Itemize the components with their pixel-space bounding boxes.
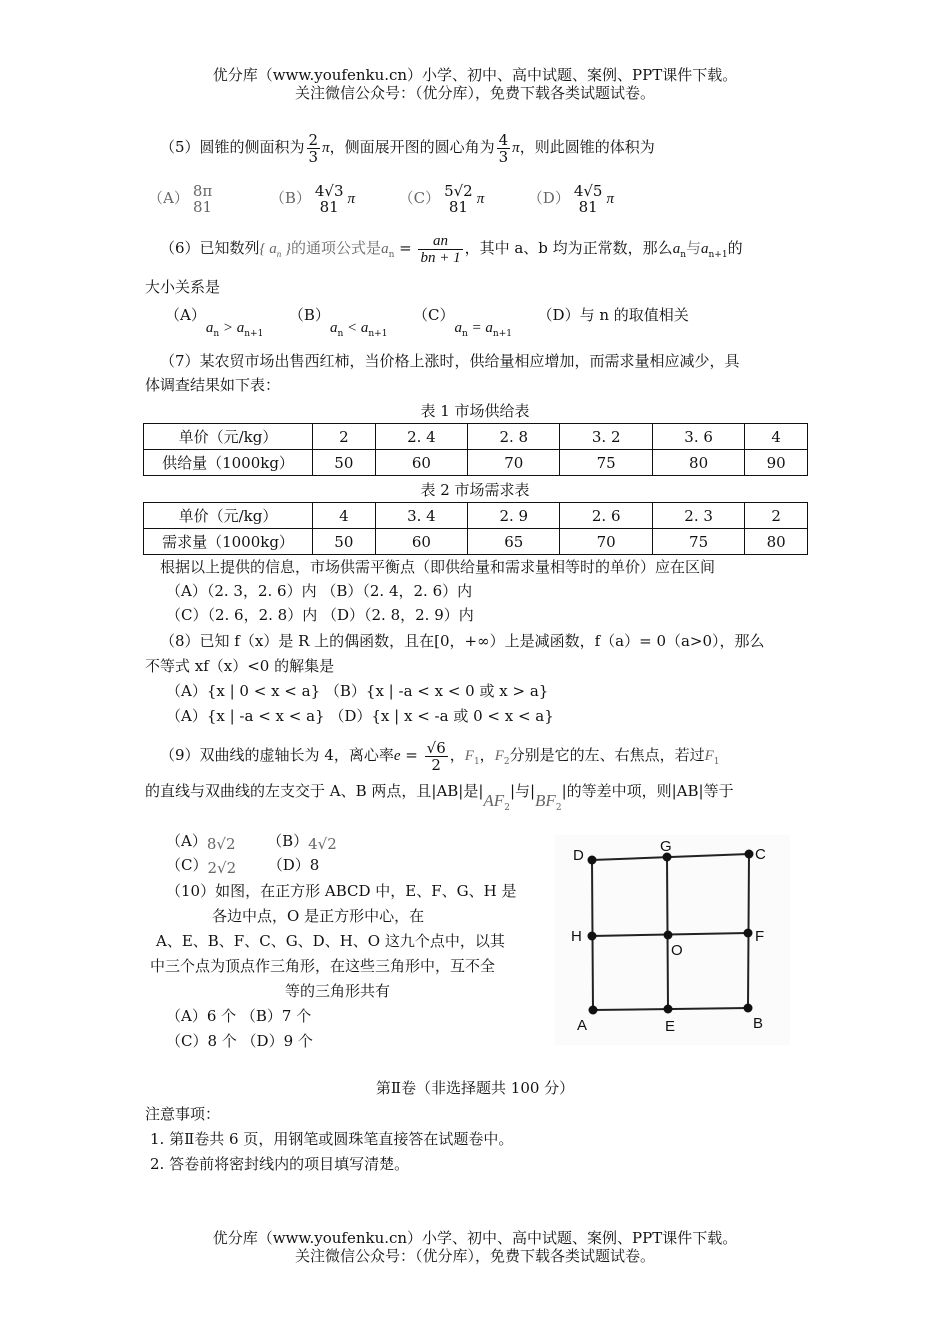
q5-frac-1 [307, 132, 321, 165]
q5-text-a: （5）圆锥的侧面积为 [160, 138, 305, 156]
q6-opt-a [205, 318, 264, 339]
q6-seq [260, 241, 292, 257]
table-row [144, 424, 808, 450]
label-g: G [660, 838, 672, 855]
q9-f1b: F [704, 748, 714, 764]
table-cell: 2. 3 [652, 503, 744, 529]
q9-options-cd [166, 854, 319, 876]
q5-opt-d-den: 81 [578, 198, 598, 216]
q9-options-ab [166, 830, 337, 852]
q9-opt-c: 2√2 [207, 859, 237, 877]
q6-seq-sub: n [276, 249, 282, 259]
q9-e-num: √6 [426, 738, 446, 757]
q10-options-ab: （A）6 个 （B）7 个 [166, 1007, 312, 1025]
q6-opt-a-label: （A） [165, 306, 206, 324]
table-row [144, 529, 808, 555]
q7-options-cd: （C）（2. 6，2. 8）内 （D）（2. 8，2. 9）内 [166, 606, 474, 624]
q10-line-5: 等的三角形共有 [285, 982, 391, 1000]
table-cell: 2. 6 [560, 503, 652, 529]
q5-opt-c-label: （C） [398, 189, 441, 207]
label-o: O [671, 942, 683, 959]
q9-af2-sub: 2 [504, 803, 510, 813]
table-cell: 2. 4 [375, 424, 467, 450]
table-1-caption: 表 1 市场供给表 [420, 402, 530, 420]
q6-seq-close: } [281, 241, 292, 257]
table-row [144, 450, 808, 476]
label-e: E [665, 1018, 676, 1035]
q7-line-3: 根据以上提供的信息，市场供需平衡点（即供给量和需求量相等时的单价）应在区间 [160, 558, 716, 576]
q9-opt-b: 4√2 [308, 835, 337, 853]
q6-opt-c-a: a [454, 320, 462, 336]
q6-a2: a [701, 241, 709, 257]
q5-opt-b-num: 4√3 [314, 182, 344, 200]
q8-line-1: （8）已知 f（x）是 R 上的偶函数，且在[0，+∞）上是减函数，f（a）= 0（a>0），那么 [160, 632, 765, 650]
q6-opt-c-label: （C） [413, 306, 455, 324]
point-h [588, 932, 597, 941]
q6-opt-a-sub1: n [213, 329, 220, 339]
table-cell: 4 [745, 424, 808, 450]
q5-text-c: ，则此圆锥的体积为 [519, 138, 655, 156]
q9-opt-c-label: （C） [166, 856, 208, 874]
table-cell: 需求量（1000kg） [144, 529, 313, 555]
label-d: D [573, 847, 584, 864]
table-cell: 60 [375, 529, 467, 555]
q5-opt-a [191, 183, 214, 215]
q5-stem [160, 130, 655, 165]
supply-table [143, 423, 808, 476]
q6-frac-num: an [418, 233, 462, 250]
header-line-2: 关注微信公众号：（优分库），免费下载各类试题试卷。 [294, 84, 655, 102]
q9-af2: AF [483, 791, 505, 810]
q5-text-b: ，侧面展开图的圆心角为 [329, 138, 495, 156]
q9-comma-2: ， [479, 746, 495, 764]
q6-a1: a [672, 241, 681, 257]
q6-opt-b-sub1: n [337, 329, 344, 339]
q9-e: e [393, 748, 401, 764]
table-cell: 60 [375, 450, 467, 476]
q9-e-den: 2 [431, 755, 441, 774]
q6-options [165, 300, 689, 337]
q6-opt-a-a: a [205, 320, 214, 336]
label-h: H [571, 928, 582, 945]
table-2-caption: 表 2 市场需求表 [420, 481, 530, 499]
note-1: 1. 第Ⅱ卷共 6 页，用钢笔或圆珠笔直接答在试题卷中。 [150, 1130, 514, 1148]
table-cell: 2 [313, 424, 376, 450]
q5-opt-a-label: （A） [148, 189, 189, 207]
q6-opt-b [329, 318, 388, 339]
q6-stem [160, 230, 743, 273]
q9-f2-sub: 2 [503, 757, 510, 767]
table-cell: 单价（元/kg） [144, 424, 313, 450]
q6-opt-c [454, 318, 512, 339]
table-cell: 2. 8 [468, 424, 560, 450]
table-cell: 50 [313, 450, 376, 476]
q9-bf2: BF [535, 791, 556, 810]
q9-f1b-sub: 1 [713, 757, 720, 767]
part-2-title: 第Ⅱ卷（非选择题共 100 分） [375, 1079, 575, 1097]
q9-text-a: （9）双曲线的虚轴长为 4，离心率 [160, 746, 394, 764]
q10-line-3: A、E、B、F、C、G、D、H、O 这九个点中，以其 [156, 932, 505, 950]
table-cell: 单价（元/kg） [144, 503, 313, 529]
q6-an: a [381, 241, 389, 257]
point-o [664, 931, 673, 940]
point-f [744, 929, 753, 938]
notes-heading: 注意事项： [145, 1105, 221, 1123]
q6-opt-a-op: > a [219, 320, 245, 336]
q5-opt-c-num: 5√2 [444, 182, 473, 200]
q5-pi-1: π [322, 140, 330, 156]
q9-opt-a: 8√2 [206, 835, 236, 853]
q5-frac-1-num: 2 [308, 130, 319, 149]
q6-opt-a-sub2: n+1 [244, 329, 264, 339]
footer-line-2: 关注微信公众号：（优分库），免费下载各类试题试卷。 [294, 1247, 655, 1265]
q9-eq: = [400, 746, 423, 764]
q5-opt-d-label: （D） [527, 189, 570, 207]
q6-text-c: ，其中 a、b 均为正常数，那么 [464, 239, 673, 257]
q6-opt-b-op: < a [343, 320, 369, 336]
q6-opt-c-sub1: n [461, 329, 468, 339]
point-b [744, 1004, 753, 1013]
label-c: C [755, 846, 766, 863]
q5-opt-c-pi: π [476, 191, 485, 207]
q6-yu: 与 [685, 239, 701, 257]
q5-options [148, 180, 614, 217]
q5-frac-2 [497, 132, 511, 165]
q5-opt-c [442, 183, 475, 215]
q6-opt-d: （D）与 n 的取值相关 [537, 306, 689, 324]
q6-opt-b-sub2: n+1 [368, 329, 388, 339]
q9-opt-b-label: （B） [267, 832, 309, 850]
q5-opt-b [313, 183, 346, 215]
q8-line-2: 不等式 xf（x）<0 的解集是 [145, 657, 335, 675]
q9-opt-d: （D）8 [267, 856, 320, 874]
q6-an-sub: n [388, 250, 395, 260]
q9-stem [160, 735, 720, 782]
q6-text-a: （6）已知数列 [160, 239, 260, 257]
label-a: A [577, 1017, 588, 1034]
point-d [588, 856, 597, 865]
q9-opt-a-label: （A） [166, 832, 207, 850]
q8-options-1: （A）{x | 0 < x < a} （B）{x | -a < x < 0 或 x > a} [166, 682, 549, 700]
square-figure [555, 835, 790, 1045]
q5-opt-d [572, 183, 605, 215]
q6-frac-den: bn + 1 [420, 249, 461, 266]
table-cell: 2. 9 [468, 503, 560, 529]
q6-opt-b-label: （B） [288, 306, 330, 324]
table-cell: 65 [468, 529, 560, 555]
q5-opt-c-den: 81 [448, 198, 468, 216]
q6-opt-c-op: = a [467, 320, 493, 336]
q8-options-2: （A）{x | -a < x < a} （D）{x | x < -a 或 0 < x < a} [166, 707, 554, 725]
q9-line-2-c: |的等差中项，则|AB|等于 [561, 782, 734, 800]
q10-options-cd: （C）8 个 （D）9 个 [166, 1032, 313, 1050]
q10-line-2: 各边中点，O 是正方形中心，在 [212, 907, 425, 925]
q9-f1-sub: 1 [473, 757, 480, 767]
table-cell: 3. 4 [375, 503, 467, 529]
q5-opt-d-num: 4√5 [573, 182, 603, 200]
table-cell: 4 [313, 503, 376, 529]
q7-line-1: （7）某农贸市场出售西红柿，当价格上涨时，供给量相应增加，而需求量相应减少，具 [160, 352, 740, 370]
q9-f2: F [494, 748, 504, 764]
q5-opt-d-pi: π [606, 191, 614, 207]
q6-opt-b-a: a [329, 320, 338, 336]
header-line-1: 优分库（www.youfenku.cn）小学、初中、高中试题、案例、PPT课件下载。 [212, 66, 738, 84]
table-cell: 75 [560, 450, 652, 476]
q5-frac-1-den: 3 [308, 147, 319, 166]
q9-comma: ， [449, 746, 465, 764]
q6-line-2: 大小关系是 [145, 278, 221, 296]
q7-line-2: 体调查结果如下表： [145, 376, 281, 394]
point-c [745, 850, 754, 859]
q6-seq-open: { a [259, 241, 277, 257]
q7-options-ab: （A）（2. 3，2. 6）内 （B）（2. 4，2. 6）内 [166, 582, 473, 600]
label-f: F [755, 928, 765, 945]
q9-bf2-sub: 2 [555, 803, 562, 813]
table-cell: 80 [652, 450, 744, 476]
q5-pi-2: π [512, 140, 520, 156]
q6-opt-c-sub2: n+1 [492, 329, 512, 339]
table-cell: 3. 6 [652, 424, 744, 450]
table-cell: 75 [652, 529, 744, 555]
table-cell: 70 [468, 450, 560, 476]
table-cell: 2 [745, 503, 808, 529]
q6-a1-sub: n [680, 250, 686, 260]
table-cell: 50 [313, 529, 376, 555]
q5-frac-2-num: 4 [498, 130, 509, 149]
q5-opt-a-den: 81 [193, 198, 213, 216]
q6-frac [418, 233, 462, 266]
q6-a2-sub: n+1 [708, 250, 728, 260]
q6-text-b: 的通项公式是 [291, 239, 382, 257]
table-cell: 3. 2 [560, 424, 652, 450]
point-e [664, 1005, 673, 1014]
table-cell: 70 [560, 529, 652, 555]
q5-opt-b-label: （B） [269, 189, 311, 207]
q6-text-d: 的 [727, 239, 743, 257]
q9-text-b: 分别是它的左、右焦点，若过 [509, 746, 705, 764]
q9-line-2-a: 的直线与双曲线的左支交于 A、B 两点，且|AB|是| [145, 782, 484, 800]
q5-opt-b-den: 81 [319, 198, 339, 216]
point-a [589, 1006, 598, 1015]
table-cell: 80 [745, 529, 808, 555]
q9-line-2 [145, 780, 734, 813]
q10-line-1: （10）如图，在正方形 ABCD 中，E、F、G、H 是 [166, 882, 517, 900]
table-row [144, 503, 808, 529]
label-b: B [753, 1015, 764, 1032]
q6-eq: = [394, 239, 417, 257]
demand-table [143, 502, 808, 555]
table-cell: 供给量（1000kg） [144, 450, 313, 476]
q10-line-4: 中三个点为顶点作三角形，在这些三角形中，互不全 [150, 957, 496, 975]
q5-opt-b-pi: π [347, 191, 356, 207]
q9-e-frac [425, 740, 448, 773]
note-2: 2. 答卷前将密封线内的项目填写清楚。 [150, 1155, 410, 1173]
q5-frac-2-den: 3 [498, 147, 509, 166]
table-cell: 90 [745, 450, 808, 476]
q5-opt-a-num: 8π [192, 182, 213, 200]
footer-line-1: 优分库（www.youfenku.cn）小学、初中、高中试题、案例、PPT课件下载。 [212, 1229, 738, 1247]
q9-line-2-b: |与| [509, 782, 536, 800]
q9-f1: F [464, 748, 474, 764]
